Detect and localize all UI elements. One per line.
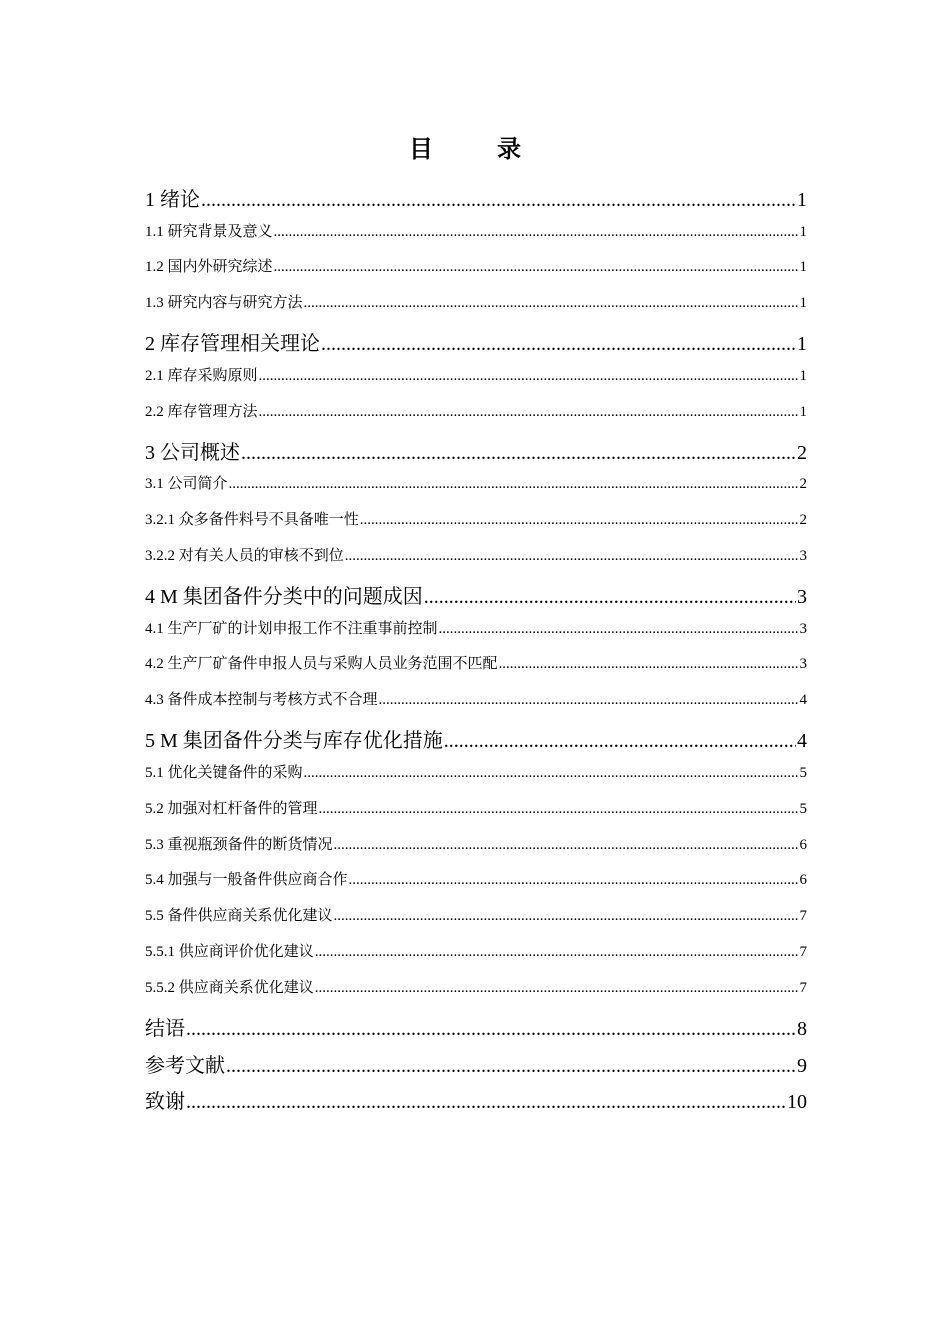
dot-leader [444,730,796,753]
dot-leader [321,333,796,356]
toc-entry-page-number: 2 [799,476,807,493]
toc-entry[interactable] [145,544,807,580]
dot-leader [345,548,799,565]
toc-entry-page-number: 9 [797,1054,807,1077]
dot-leader [334,908,799,925]
toc-entry-page-number: 10 [787,1091,807,1114]
toc-entry-page-number: 5 [799,764,807,781]
dot-leader [304,765,799,782]
toc-entry-label: 结语 [145,1018,185,1040]
toc-entry-page-number: 4 [799,692,807,709]
toc-entry[interactable] [145,508,807,544]
toc-entry-page-number: 1 [799,259,807,276]
toc-entry[interactable] [145,220,807,256]
toc-entry[interactable] [145,255,807,291]
toc-entry-label: 4.2 生产厂矿备件申报人员与采购人员业务范围不匹配 [145,656,498,673]
dot-leader [274,224,799,241]
dot-leader [226,1055,796,1078]
dot-leader [319,801,799,818]
toc-entry-page-number: 1 [799,403,807,420]
dot-leader [315,980,799,997]
toc-entry[interactable] [145,617,807,653]
toc-entry[interactable] [145,976,807,1012]
toc-entry-page-number: 6 [799,836,807,853]
toc-entry-page-number: 5 [799,800,807,817]
toc-entry-page-number: 7 [799,908,807,925]
toc-entry-page-number: 3 [799,548,807,565]
toc-entry-label: 2 库存管理相关理论 [145,333,320,356]
toc-entry[interactable] [145,400,807,436]
toc-entry-label: 致谢 [145,1091,185,1114]
toc-entry[interactable] [145,580,807,617]
toc-entry-page-number: 3 [797,585,807,608]
toc-entry-label: 4 M 集团备件分类中的问题成因 [145,585,423,608]
toc-entry-label: 5.1 优化关键备件的采购 [145,764,303,781]
dot-leader [499,656,799,673]
toc-entry[interactable] [145,183,807,220]
toc-entry-label: 5.3 重视瓶颈备件的断货情况 [145,836,333,853]
dot-leader [349,872,799,889]
toc-entry[interactable] [145,797,807,833]
table-of-contents [145,183,807,1122]
toc-entry-label: 5.4 加强与一般备件供应商合作 [145,872,348,889]
toc-entry[interactable] [145,472,807,508]
toc-entry-label: 5.2 加强对杠杆备件的管理 [145,800,318,817]
toc-entry[interactable] [145,761,807,797]
toc-entry[interactable] [145,1085,807,1122]
dot-leader [315,944,799,961]
toc-entry[interactable] [145,940,807,976]
toc-entry[interactable] [145,868,807,904]
toc-entry[interactable] [145,327,807,364]
toc-entry-label: 1.3 研究内容与研究方法 [145,295,303,312]
dot-leader [274,259,799,276]
toc-entry-label: 4.3 备件成本控制与考核方式不合理 [145,692,378,709]
toc-entry-label: 2.2 库存管理方法 [145,403,258,420]
toc-entry-page-number: 1 [799,367,807,384]
toc-entry[interactable] [145,833,807,869]
dot-leader [360,512,799,529]
toc-entry-page-number: 3 [799,620,807,637]
toc-entry-page-number: 1 [799,295,807,312]
toc-entry-label: 3.2.1 众多备件料号不具备唯一性 [145,512,359,529]
toc-entry-page-number: 6 [799,872,807,889]
toc-entry-label: 1.2 国内外研究综述 [145,259,273,276]
dot-leader [186,1091,786,1114]
toc-entry-page-number: 2 [797,441,807,464]
toc-entry-label: 2.1 库存采购原则 [145,367,258,384]
toc-entry-label: 参考文献 [145,1054,225,1077]
dot-leader [201,189,796,212]
dot-leader [334,837,799,854]
toc-entry[interactable] [145,436,807,473]
toc-entry[interactable] [145,1012,807,1049]
toc-entry-label: 5.5 备件供应商关系优化建议 [145,908,333,925]
toc-entry[interactable] [145,291,807,327]
toc-entry-page-number: 4 [797,730,807,753]
toc-entry[interactable] [145,1049,807,1086]
toc-entry-label: 5 M 集团备件分类与库存优化措施 [145,730,443,753]
dot-leader [424,586,796,609]
toc-entry-page-number: 2 [799,512,807,529]
toc-entry-label: 5.5.1 供应商评价优化建议 [145,944,314,961]
toc-entry-page-number: 3 [799,656,807,673]
toc-entry-label: 1.1 研究背景及意义 [145,223,273,240]
toc-entry-page-number: 1 [799,223,807,240]
toc-entry-label: 3.1 公司简介 [145,476,228,493]
toc-entry-label: 5.5.2 供应商关系优化建议 [145,980,314,997]
dot-leader [229,476,799,493]
toc-entry-page-number: 1 [797,333,807,356]
toc-entry-page-number: 7 [799,980,807,997]
dot-leader [259,404,799,421]
dot-leader [259,368,799,385]
toc-entry-label: 1 绪论 [145,189,200,211]
dot-leader [241,442,796,465]
dot-leader [439,621,799,638]
toc-entry-label: 4.1 生产厂矿的计划申报工作不注重事前控制 [145,620,438,637]
dot-leader [186,1018,796,1041]
dot-leader [379,692,799,709]
toc-entry-label: 3 公司概述 [145,441,240,464]
toc-entry-page-number: 8 [797,1018,807,1040]
toc-entry-page-number: 7 [799,944,807,961]
toc-entry-label: 3.2.2 对有关人员的审核不到位 [145,548,344,565]
toc-entry[interactable] [145,688,807,724]
toc-entry-page-number: 1 [797,189,807,211]
toc-entry[interactable] [145,364,807,400]
toc-entry[interactable] [145,724,807,761]
dot-leader [304,295,799,312]
toc-entry[interactable] [145,652,807,688]
toc-entry[interactable] [145,904,807,940]
toc-title: 目 录 [409,135,541,163]
